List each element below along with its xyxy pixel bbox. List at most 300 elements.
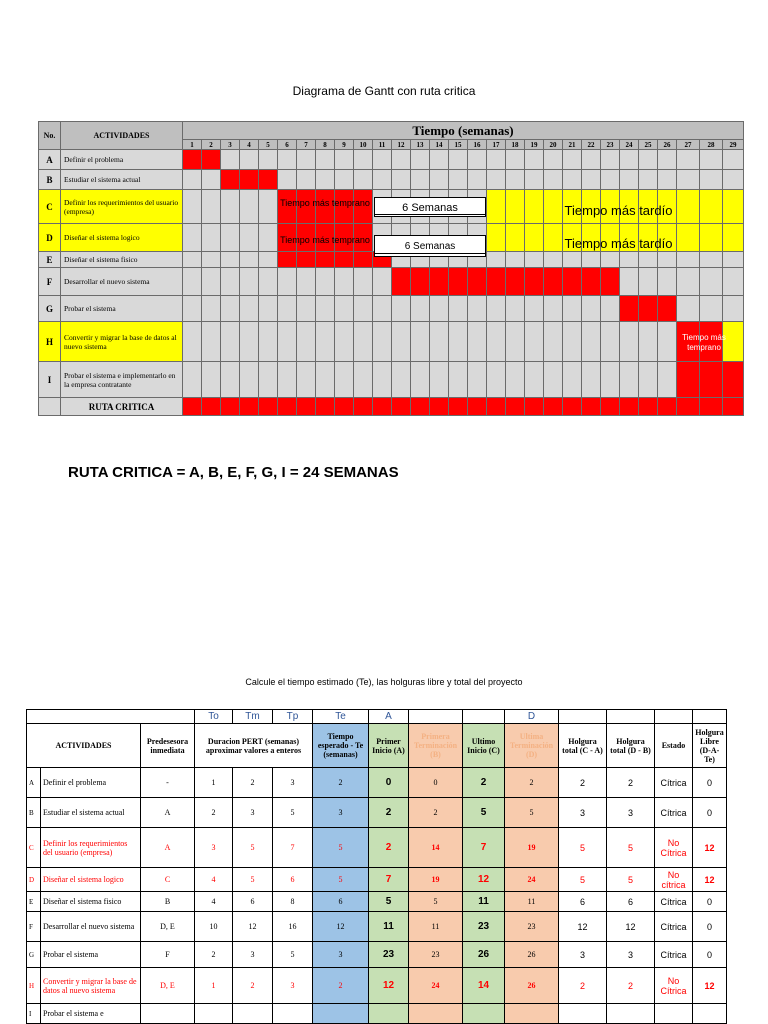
gantt-bar-cell xyxy=(677,362,700,398)
gantt-cell xyxy=(297,322,316,362)
gantt-cell xyxy=(221,190,240,224)
week-number: 25 xyxy=(639,140,658,150)
te-label: Te xyxy=(313,710,369,724)
row-h-early-label: Tiempo más temprano xyxy=(682,333,726,352)
pert-hca-cell: 5 xyxy=(559,868,607,892)
gantt-cell xyxy=(335,322,354,362)
gantt-cell xyxy=(601,322,620,362)
gantt-row-id: H xyxy=(39,322,61,362)
gantt-cell xyxy=(354,170,373,190)
gantt-row-label: Convertir y migrar la base de datos al nuevo sistema xyxy=(61,322,183,362)
pert-activity: Diseñar el sistema fisico xyxy=(41,892,141,912)
gantt-cell xyxy=(544,252,563,268)
pert-a-cell: 7 xyxy=(369,868,409,892)
pert-hdb-cell: 5 xyxy=(607,868,655,892)
pert-b-cell xyxy=(409,1004,463,1024)
gantt-cell xyxy=(658,170,677,190)
pert-row-id: D xyxy=(27,868,41,892)
pert-tm-cell: 2 xyxy=(233,768,273,798)
week-number: 4 xyxy=(240,140,259,150)
pert-row-g xyxy=(27,942,727,968)
pert-tp-cell: 5 xyxy=(273,942,313,968)
gantt-cell xyxy=(183,362,202,398)
gantt-cell xyxy=(449,296,468,322)
gantt-bar-cell xyxy=(525,398,544,416)
pert-tp-cell: 16 xyxy=(273,912,313,942)
gantt-cell xyxy=(278,296,297,322)
pert-c-cell: 2 xyxy=(463,768,505,798)
gantt-cell xyxy=(278,170,297,190)
pert-estado-cell: Cítrica xyxy=(655,912,693,942)
gantt-cell xyxy=(449,322,468,362)
gantt-bar-cell xyxy=(468,268,487,296)
gantt-bar-cell xyxy=(468,398,487,416)
row-c-weeks-label: 6 Semanas xyxy=(402,202,458,214)
col-duracion: Duracion PERT (semanas) aproximar valores a enteros xyxy=(195,724,313,768)
pert-a-cell: 12 xyxy=(369,968,409,1004)
pert-d-cell: 23 xyxy=(505,912,559,942)
col-actividades-header: ACTIVIDADES xyxy=(61,122,183,150)
gantt-cell xyxy=(582,150,601,170)
pert-c-cell: 7 xyxy=(463,828,505,868)
gantt-cell xyxy=(677,296,700,322)
pert-hca-cell: 12 xyxy=(559,912,607,942)
gantt-cell xyxy=(430,362,449,398)
critical-row-label: RUTA CRITICA xyxy=(61,398,183,416)
week-number: 1 xyxy=(183,140,202,150)
gantt-cell xyxy=(601,296,620,322)
pert-tp-cell: 3 xyxy=(273,768,313,798)
week-number: 18 xyxy=(506,140,525,150)
gantt-cell xyxy=(544,362,563,398)
pert-predecessor: A xyxy=(141,798,195,828)
gantt-cell xyxy=(449,150,468,170)
gantt-cell xyxy=(202,322,221,362)
col-te: Tiempo esperado - Te (semanas) xyxy=(313,724,369,768)
gantt-cell xyxy=(297,362,316,398)
gantt-cell xyxy=(487,322,506,362)
pert-table xyxy=(26,709,727,1024)
pert-predecessor xyxy=(141,1004,195,1024)
gantt-cell xyxy=(525,150,544,170)
gantt-cell xyxy=(221,252,240,268)
pert-c-cell: 5 xyxy=(463,798,505,828)
pert-title: Calcule el tiempo estimado (Te), las holguras libre y total del proyecto xyxy=(245,677,523,687)
gantt-cell xyxy=(487,170,506,190)
gantt-cell xyxy=(468,150,487,170)
gantt-cell xyxy=(411,170,430,190)
gantt-cell xyxy=(601,170,620,190)
gantt-cell xyxy=(677,268,700,296)
pert-tp-cell: 7 xyxy=(273,828,313,868)
gantt-row-id: I xyxy=(39,362,61,398)
gantt-cell xyxy=(639,362,658,398)
gantt-row-label: Probar el sistema e implementarlo en la empresa contratante xyxy=(61,362,183,398)
pert-hca-cell: 2 xyxy=(559,768,607,798)
gantt-cell xyxy=(183,190,202,224)
gantt-bar-cell xyxy=(392,268,411,296)
pert-c-cell: 11 xyxy=(463,892,505,912)
gantt-bar-cell xyxy=(316,398,335,416)
gantt-bar-cell xyxy=(297,252,316,268)
pert-header-row xyxy=(27,724,727,768)
gantt-cell xyxy=(183,170,202,190)
gantt-row-g xyxy=(39,296,744,322)
gantt-bar-cell xyxy=(601,268,620,296)
pert-tm-cell xyxy=(233,1004,273,1024)
gantt-cell xyxy=(723,150,744,170)
pert-tp-cell: 8 xyxy=(273,892,313,912)
gantt-bar-cell xyxy=(563,398,582,416)
gantt-cell xyxy=(392,170,411,190)
gantt-cell xyxy=(449,362,468,398)
gantt-cell xyxy=(259,224,278,252)
gantt-bar-cell xyxy=(658,296,677,322)
gantt-cell xyxy=(202,268,221,296)
pert-hl-cell xyxy=(693,1004,727,1024)
gantt-cell xyxy=(563,252,582,268)
gantt-bar-cell xyxy=(487,398,506,416)
gantt-header-row xyxy=(39,122,744,140)
gantt-bar-cell xyxy=(183,398,202,416)
pert-predecessor: A xyxy=(141,828,195,868)
gantt-cell xyxy=(468,362,487,398)
pert-row-id: I xyxy=(27,1004,41,1024)
gantt-row-label: Definir los requerimientos del usuario (empresa) xyxy=(61,190,183,224)
pert-to-cell xyxy=(195,1004,233,1024)
gantt-bar-cell xyxy=(601,398,620,416)
gantt-bar-cell xyxy=(700,398,723,416)
gantt-bar-cell xyxy=(639,296,658,322)
pert-hca-cell: 5 xyxy=(559,828,607,868)
col-estado: Estado xyxy=(655,724,693,768)
pert-tm-cell: 3 xyxy=(233,942,273,968)
week-number: 28 xyxy=(700,140,723,150)
gantt-cell xyxy=(411,362,430,398)
gantt-bar-cell xyxy=(658,398,677,416)
pert-d-cell xyxy=(505,1004,559,1024)
pert-c-cell xyxy=(463,1004,505,1024)
gantt-cell xyxy=(183,296,202,322)
pert-hdb-cell xyxy=(607,1004,655,1024)
gantt-cell xyxy=(700,268,723,296)
gantt-cell xyxy=(620,170,639,190)
gantt-cell xyxy=(723,296,744,322)
col-primer-inicio: Primer Inicio (A) xyxy=(369,724,409,768)
pert-hl-cell: 0 xyxy=(693,768,727,798)
gantt-bar-cell xyxy=(316,252,335,268)
gantt-bar-cell xyxy=(259,170,278,190)
gantt-row-label: Diseñar el sistema fisico xyxy=(61,252,183,268)
gantt-cell xyxy=(316,150,335,170)
pert-d-cell: 24 xyxy=(505,868,559,892)
pert-a-cell: 11 xyxy=(369,912,409,942)
pert-row-id: B xyxy=(27,798,41,828)
gantt-cell xyxy=(677,170,700,190)
gantt-bar-cell xyxy=(506,268,525,296)
gantt-cell xyxy=(487,252,506,268)
pert-d-cell: 11 xyxy=(505,892,559,912)
week-number: 15 xyxy=(449,140,468,150)
pert-to-cell: 1 xyxy=(195,768,233,798)
pert-te-cell: 2 xyxy=(313,768,369,798)
gantt-row-label: Estudiar el sistema actual xyxy=(61,170,183,190)
row-d-early-label: Tiempo más temprano xyxy=(280,235,370,245)
gantt-bar-cell xyxy=(240,398,259,416)
week-number: 10 xyxy=(354,140,373,150)
pert-row-e xyxy=(27,892,727,912)
gantt-row-id: F xyxy=(39,268,61,296)
pert-to-cell: 2 xyxy=(195,798,233,828)
gantt-cell xyxy=(544,322,563,362)
pert-row-id: A xyxy=(27,768,41,798)
pert-row-id: F xyxy=(27,912,41,942)
pert-row-id: G xyxy=(27,942,41,968)
gantt-cell xyxy=(202,296,221,322)
gantt-cell xyxy=(639,150,658,170)
pert-row-h xyxy=(27,968,727,1004)
gantt-cell xyxy=(468,170,487,190)
pert-activity: Desarrollar el nuevo sistema xyxy=(41,912,141,942)
pert-activity: Definir el problema xyxy=(41,768,141,798)
pert-b-cell: 23 xyxy=(409,942,463,968)
gantt-bar-cell xyxy=(723,398,744,416)
pert-tp-cell xyxy=(273,1004,313,1024)
pert-b-cell: 0 xyxy=(409,768,463,798)
gantt-cell xyxy=(430,322,449,362)
gantt-cell xyxy=(563,296,582,322)
pert-hl-cell: 12 xyxy=(693,868,727,892)
gantt-cell xyxy=(639,170,658,190)
pert-te-cell: 3 xyxy=(313,942,369,968)
gantt-cell xyxy=(411,322,430,362)
gantt-bar-cell xyxy=(335,398,354,416)
pert-to-cell: 4 xyxy=(195,892,233,912)
gantt-cell xyxy=(620,252,639,268)
gantt-cell xyxy=(582,322,601,362)
gantt-cell xyxy=(392,322,411,362)
pert-predecessor: B xyxy=(141,892,195,912)
col-ultima-terminacion: Ultima Terminación (D) xyxy=(505,724,559,768)
gantt-cell xyxy=(525,296,544,322)
row-c-late-label: Tiempo más tardío xyxy=(564,203,673,218)
to-label: To xyxy=(195,710,233,724)
row-d-weeks-label: 6 Semanas xyxy=(404,241,456,252)
pert-b-cell: 5 xyxy=(409,892,463,912)
gantt-cell xyxy=(221,296,240,322)
gantt-cell xyxy=(354,150,373,170)
pert-hdb-cell: 2 xyxy=(607,968,655,1004)
gantt-cell xyxy=(525,252,544,268)
gantt-bar-cell xyxy=(278,252,297,268)
gantt-cell xyxy=(373,170,392,190)
pert-activity: Convertir y migrar la base de datos al nuevo sistema xyxy=(41,968,141,1004)
pert-top-label-row xyxy=(27,710,727,724)
tp-label: Tp xyxy=(273,710,313,724)
gantt-cell xyxy=(700,296,723,322)
gantt-cell xyxy=(335,150,354,170)
gantt-cell xyxy=(411,296,430,322)
gantt-bar-cell xyxy=(449,268,468,296)
pert-predecessor: D, E xyxy=(141,968,195,1004)
row-c-weeks-arrow xyxy=(374,197,486,217)
gantt-cell xyxy=(221,322,240,362)
pert-a-cell xyxy=(369,1004,409,1024)
gantt-cell xyxy=(354,296,373,322)
gantt-row-id: E xyxy=(39,252,61,268)
col-holgura-db: Holgura total (D - B) xyxy=(607,724,655,768)
pert-to-cell: 1 xyxy=(195,968,233,1004)
col-primera-terminacion: Primera Terminación (B) xyxy=(409,724,463,768)
pert-b-cell: 2 xyxy=(409,798,463,828)
gantt-bar-cell xyxy=(373,398,392,416)
gantt-row-label: Desarrollar el nuevo sistema xyxy=(61,268,183,296)
gantt-cell xyxy=(525,170,544,190)
week-number: 21 xyxy=(563,140,582,150)
pert-estado-cell: No Cítrica xyxy=(655,968,693,1004)
gantt-cell xyxy=(544,150,563,170)
gantt-row-h xyxy=(39,322,744,362)
gantt-bar-cell xyxy=(202,150,221,170)
gantt-cell xyxy=(240,362,259,398)
gantt-cell xyxy=(639,268,658,296)
pert-estado-cell: Cítrica xyxy=(655,768,693,798)
gantt-cell xyxy=(316,362,335,398)
pert-row-d xyxy=(27,868,727,892)
gantt-cell xyxy=(240,150,259,170)
gantt-cell xyxy=(620,322,639,362)
pert-te-cell: 5 xyxy=(313,868,369,892)
gantt-cell xyxy=(240,296,259,322)
gantt-cell xyxy=(449,170,468,190)
pert-tm-cell: 5 xyxy=(233,868,273,892)
gantt-cell xyxy=(700,252,723,268)
week-number: 2 xyxy=(202,140,221,150)
critical-path-summary: RUTA CRITICA = A, B, E, F, G, I = 24 SEMANAS xyxy=(68,464,399,481)
gantt-cell xyxy=(335,170,354,190)
pert-hl-cell: 0 xyxy=(693,942,727,968)
pert-predecessor: - xyxy=(141,768,195,798)
gantt-cell xyxy=(544,296,563,322)
week-number: 19 xyxy=(525,140,544,150)
pert-to-cell: 3 xyxy=(195,828,233,868)
pert-hdb-cell: 12 xyxy=(607,912,655,942)
gantt-cell xyxy=(297,170,316,190)
week-number: 6 xyxy=(278,140,297,150)
gantt-bar-cell xyxy=(639,398,658,416)
pert-c-cell: 23 xyxy=(463,912,505,942)
pert-b-cell: 24 xyxy=(409,968,463,1004)
pert-b-cell: 11 xyxy=(409,912,463,942)
pert-predecessor: C xyxy=(141,868,195,892)
pert-row-id: H xyxy=(27,968,41,1004)
pert-te-cell: 6 xyxy=(313,892,369,912)
col-no-header: No. xyxy=(39,122,61,150)
week-number: 8 xyxy=(316,140,335,150)
pert-a-cell: 0 xyxy=(369,768,409,798)
gantt-cell xyxy=(297,296,316,322)
pert-activity: Probar el sistema xyxy=(41,942,141,968)
pert-activity: Estudiar el sistema actual xyxy=(41,798,141,828)
pert-te-cell: 3 xyxy=(313,798,369,828)
gantt-cell xyxy=(259,322,278,362)
pert-estado-cell: Cítrica xyxy=(655,798,693,828)
gantt-cell xyxy=(506,150,525,170)
gantt-cell xyxy=(506,322,525,362)
pert-estado-cell: No cítrica xyxy=(655,868,693,892)
gantt-cell xyxy=(240,190,259,224)
pert-hdb-cell: 5 xyxy=(607,828,655,868)
gantt-cell xyxy=(373,322,392,362)
gantt-cell xyxy=(468,296,487,322)
pert-predecessor: F xyxy=(141,942,195,968)
gantt-cell xyxy=(240,268,259,296)
pert-te-cell: 2 xyxy=(313,968,369,1004)
gantt-cell xyxy=(183,268,202,296)
gantt-bar-cell xyxy=(240,170,259,190)
gantt-bar-cell xyxy=(221,170,240,190)
pert-hdb-cell: 6 xyxy=(607,892,655,912)
gantt-bar-cell xyxy=(297,398,316,416)
pert-c-cell: 14 xyxy=(463,968,505,1004)
col-holgura-libre: Holgura Libre (D-A-Te) xyxy=(693,724,727,768)
pert-hca-cell xyxy=(559,1004,607,1024)
gantt-cell xyxy=(335,268,354,296)
pert-estado-cell: Cítrica xyxy=(655,892,693,912)
gantt-cell xyxy=(677,150,700,170)
gantt-cell xyxy=(278,150,297,170)
gantt-cell xyxy=(411,150,430,170)
gantt-bar-cell xyxy=(259,398,278,416)
gantt-cell xyxy=(354,322,373,362)
week-number: 12 xyxy=(392,140,411,150)
gantt-cell xyxy=(544,170,563,190)
week-number: 29 xyxy=(723,140,744,150)
gantt-cell xyxy=(240,252,259,268)
pert-tm-cell: 3 xyxy=(233,798,273,828)
pert-hdb-cell: 2 xyxy=(607,768,655,798)
gantt-cell xyxy=(259,252,278,268)
pert-row-id: E xyxy=(27,892,41,912)
pert-activity: Probar el sistema e xyxy=(41,1004,141,1024)
gantt-cell xyxy=(506,362,525,398)
week-number: 9 xyxy=(335,140,354,150)
gantt-cell xyxy=(259,268,278,296)
gantt-row-id: C xyxy=(39,190,61,224)
pert-activity: Diseñar el sistema logico xyxy=(41,868,141,892)
gantt-cell xyxy=(316,322,335,362)
col-tiempo-header: Tiempo (semanas) xyxy=(183,122,744,140)
gantt-cell xyxy=(658,252,677,268)
gantt-cell xyxy=(563,322,582,362)
gantt-cell xyxy=(335,296,354,322)
pert-hca-cell: 2 xyxy=(559,968,607,1004)
gantt-row-id: G xyxy=(39,296,61,322)
gantt-cell xyxy=(487,362,506,398)
gantt-cell xyxy=(221,268,240,296)
pert-a-cell: 2 xyxy=(369,798,409,828)
gantt-cell xyxy=(658,362,677,398)
pert-tp-cell: 5 xyxy=(273,798,313,828)
gantt-cell xyxy=(700,150,723,170)
gantt-cell xyxy=(316,170,335,190)
gantt-cell xyxy=(468,322,487,362)
gantt-bar-cell xyxy=(677,398,700,416)
week-number: 7 xyxy=(297,140,316,150)
gantt-cell xyxy=(582,296,601,322)
gantt-row-a xyxy=(39,150,744,170)
gantt-critical-row xyxy=(39,398,744,416)
